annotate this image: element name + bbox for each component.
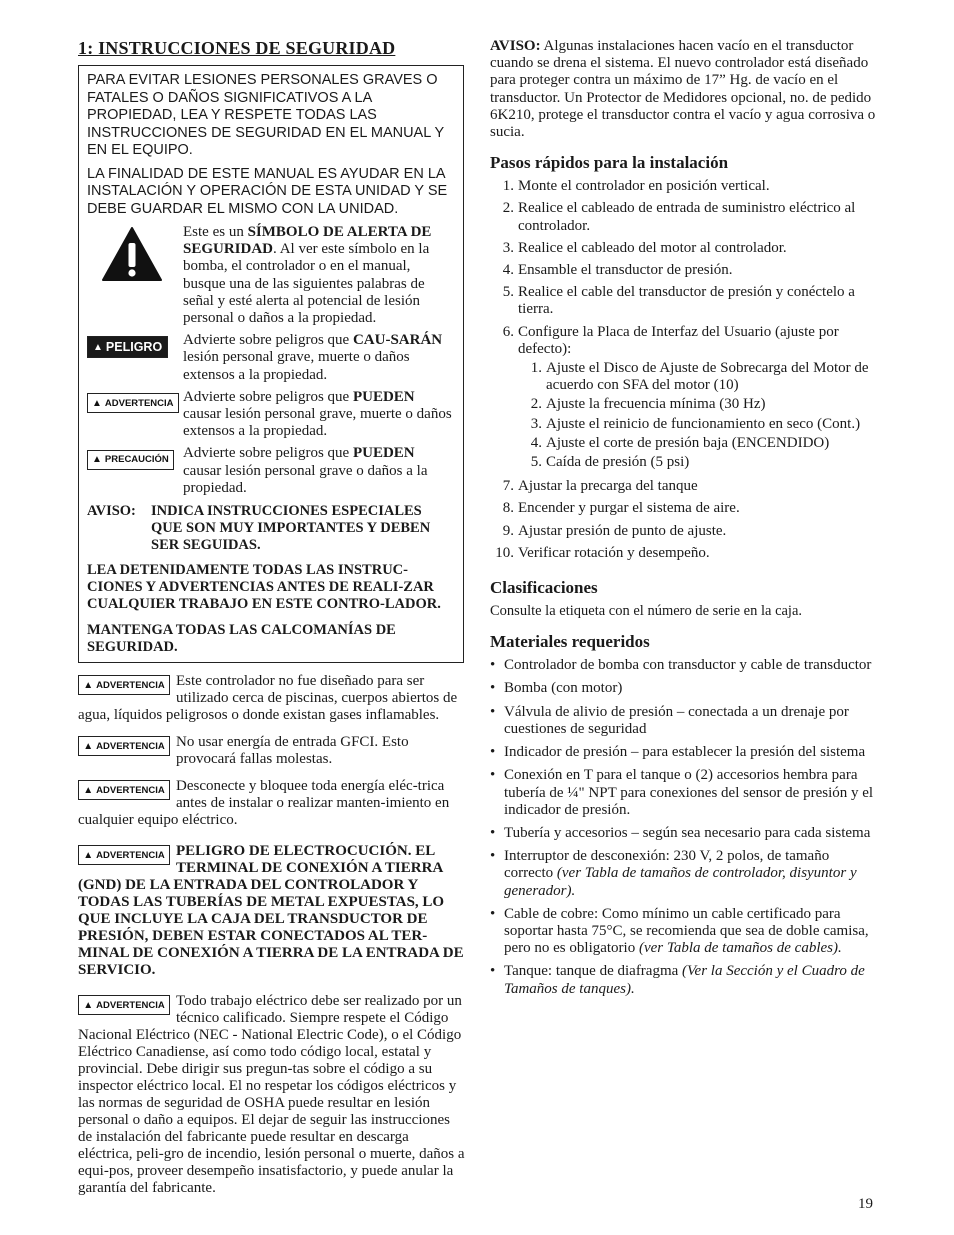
list-item: 1. Ajuste el Disco de Ajuste de Sobrecarga del Motor de acuerdo con SFA del motor (10) [530, 360, 869, 394]
list-item: 1. Monte el controlador en posición vertical. [502, 178, 770, 195]
warning-triangle-icon: ▲ [83, 679, 94, 691]
list-item: 4. Ensamble el transductor de presión. [502, 262, 733, 279]
list-item: • Interruptor de desconexión: 230 V, 2 polos, de tamaño correcto (ver Tabla de tamaños de controlador, disyuntor y generador). [490, 848, 857, 899]
mantenga-paragraph: MANTENGA TODAS LAS CALCOMANÍAS DE SEGURIDAD. [87, 621, 396, 655]
substeps-list [518, 360, 880, 471]
pasos-heading: Pasos rápidos para la instalación [490, 153, 729, 173]
list-item: 3. Ajuste el reinicio de funcionamiento en seco (Cont.) [530, 415, 861, 432]
safety-box [78, 65, 464, 663]
symbol-description: Este es un SÍMBOLO DE ALERTA DE SEGURIDAD. Al ver este símbolo en la bomba, el controlador o en el manual, busque una de las siguientes palabras de señal y esté alerta al potencial de lesión personal o daños a la propiedad. [183, 224, 432, 327]
list-item: 6. Configure la Placa de Interfaz del Usuario (ajuste por defecto): 1. Ajuste el Disco de Ajuste de Sobrecarga del Motor de acuerdo con SFA del motor (10) 2. Ajuste la frecuencia mínima (30 Hz) 3. Ajuste el reinicio de funcionamiento en seco (Cont.) 4. Ajuste el corte de presión baja (ENCENDIDO) 5. Caída de presión (5 psi) [490, 324, 880, 474]
advertencia-badge: ▲ ADVERTENCIA [78, 780, 170, 800]
advertencia-badge: ▲ ADVERTENCIA [78, 736, 170, 756]
list-item: 4. Ajuste el corte de presión baja (ENCENDIDO) [530, 434, 830, 451]
left-column [78, 38, 466, 1197]
aviso-label: AVISO: [87, 503, 136, 520]
safety-alert-triangle-icon [101, 226, 163, 282]
peligro-badge: ▲ PELIGRO [87, 336, 168, 358]
right-column [490, 38, 880, 1004]
warning-triangle-icon: ▲ [92, 454, 102, 466]
warning-text: PELIGRO DE ELECTROCUCIÓN. EL TERMINAL DE CONEXIÓN A TIERRA (GND) DE LA ENTRADA DEL CONTROLADOR Y TODAS LAS TUBERÍAS DE METAL EXPUESTAS, LO QUE INCLUYE LA CAJA DEL TRANSDUCTOR DE PRESIÓN, DEBEN ESTAR CONECTADOS AL TER-MINAL DE CONEXIÓN A TIERRA DE LA ENTRADA DE SERVICIO. [78, 843, 464, 979]
warning-electrocution [78, 843, 466, 979]
warning-electrical-work [78, 993, 466, 1197]
warning-triangle-icon: ▲ [83, 784, 94, 796]
advertencia-badge: ▲ ADVERTENCIA [78, 845, 170, 865]
warning-pools [78, 673, 466, 724]
aviso-vacuum-note: AVISO: Algunas instalaciones hacen vacío en el transductor cuando se drena el sistema. El nuevo controlador está diseñado para proteger contra un máximo de 17” Hg. de vacío en el transductor. Un Protector de Medidores opcional, no. de pedido 6K210, protege el transductor contra el vacío y agua corrosiva o sucia. [490, 38, 876, 141]
warning-triangle-icon: ▲ [92, 397, 102, 409]
symbol-row [87, 224, 455, 327]
materials-list [490, 657, 880, 997]
list-item: 5. Caída de presión (5 psi) [530, 454, 690, 471]
list-item: • Bomba (con motor) [490, 680, 623, 697]
list-item: 10. Verificar rotación y desempeño. [495, 544, 710, 561]
aviso-row [87, 503, 455, 554]
warning-triangle-icon: ▲ [93, 341, 103, 353]
lea-paragraph: LEA DETENIDAMENTE TODAS LAS INSTRUC-CIONES Y ADVERTENCIAS ANTES DE REALI-ZAR CUALQUIER TRABAJO EN ESTE CONTRO-LADOR. [87, 562, 441, 613]
advertencia-description: Advierte sobre peligros que PUEDEN causar lesión personal grave, muerte o daños extensos a la propiedad. [183, 388, 452, 440]
section-title: 1: INSTRUCCIONES DE SEGURIDAD [78, 38, 396, 58]
advertencia-badge: ▲ ADVERTENCIA [78, 675, 170, 695]
precaucion-description: Advierte sobre peligros que PUEDEN causar lesión personal grave o daños a la propiedad. [183, 445, 428, 496]
advertencia-row [87, 389, 455, 441]
list-item: • Indicador de presión – para establecer la presión del sistema [490, 744, 866, 761]
clasificaciones-heading: Clasificaciones [490, 578, 598, 598]
warning-disconnect [78, 778, 466, 829]
advertencia-badge: ▲ ADVERTENCIA [78, 995, 170, 1015]
list-item: 2. Ajuste la frecuencia mínima (30 Hz) [530, 396, 766, 413]
safety-para-1: PARA EVITAR LESIONES PERSONALES GRAVES O FATALES O DAÑOS SIGNIFICATIVOS A LA PROPIEDAD, LEA Y RESPETE TODAS LAS INSTRUCCIONES DE SEGURIDAD EN EL MANUAL Y EN EL EQUIPO. [87, 72, 444, 158]
list-item: • Válvula de alivio de presión – conectada a un drenaje por cuestiones de seguridad [490, 703, 849, 737]
list-item: 9. Ajustar presión de punto de ajuste. [502, 522, 727, 539]
list-item: • Controlador de bomba con transductor y cable de transductor [490, 657, 872, 674]
warning-gfci [78, 734, 466, 768]
list-item: 3. Realice el cableado del motor al controlador. [502, 239, 787, 256]
precaucion-row [87, 445, 455, 497]
warning-triangle-icon: ▲ [83, 849, 94, 861]
warning-text: No usar energía de entrada GFCI. Esto provocará fallas molestas. [176, 734, 409, 768]
list-item: • Tubería y accesorios – según sea necesario para cada sistema [490, 824, 871, 841]
list-item: • Cable de cobre: Como mínimo un cable certificado para soportar hasta 75°C, se recomienda que sea de doble camisa, pero no es obligatorio (ver Tabla de tamaños de cables). [490, 905, 869, 957]
warning-text: Este controlador no fue diseñado para ser utilizado cerca de piscinas, cuerpos abiertos de agua, líquidos peligrosos o donde existan gases inflamables. [78, 673, 458, 724]
peligro-row [87, 332, 455, 384]
install-steps-list [490, 178, 880, 562]
list-item: 7. Ajustar la precarga del tanque [502, 478, 698, 495]
list-item: • Tanque: tanque de diafragma (Ver la Sección y el Cuadro de Tamaños de tanques). [490, 963, 865, 997]
warning-triangle-icon: ▲ [83, 999, 94, 1011]
list-item: • Conexión en T para el tanque o (2) accesorios hembra para tubería de ¼" NPT para conexiones del sensor de presión y el indicador de presión. [490, 767, 874, 818]
safety-para-2: LA FINALIDAD DE ESTE MANUAL ES AYUDAR EN LA INSTALACIÓN Y OPERACIÓN DE ESTA UNIDAD Y SE DEBE GUARDAR EL MISMO CON LA UNIDAD. [87, 165, 448, 217]
list-item: 5. Realice el cable del transductor de presión y conéctelo a tierra. [502, 284, 855, 318]
page-number: 19 [858, 1196, 873, 1212]
list-item: 8. Encender y purgar el sistema de aire. [502, 500, 740, 517]
advertencia-badge: ▲ ADVERTENCIA [87, 393, 179, 413]
clasificaciones-text: Consulte la etiqueta con el número de serie en la caja. [490, 603, 803, 620]
peligro-description: Advierte sobre peligros que CAU-SARÁN lesión personal grave, muerte o daños extensos a la propiedad. [183, 332, 443, 383]
warning-text: Desconecte y bloquee toda energía eléc-trica antes de instalar o realizar manten-imiento en cualquier equipo eléctrico. [78, 778, 450, 829]
precaucion-badge: ▲ PRECAUCIÓN [87, 450, 174, 470]
warning-triangle-icon: ▲ [83, 740, 94, 752]
warning-text: Todo trabajo eléctrico debe ser realizado por un técnico calificado. Siempre respete el Código Nacional Eléctrico (NEC - National Electric Code), o el Código Eléctrico Canadiense, así como todo código local, estatal y provincial. Debe dirigir sus pregun-tas sobre el código a su inspector eléctrico local. El no respetar los códigos eléctricos y las normas de seguridad de OSHA puede resultar en lesión personal o daño a equipos. El dejar de seguir las instrucciones de instalación del fabricante puede resultar en descarga eléctrica, peli-gro de incendio, lesión personal o muerte, daños a equi-pos, proveer desempeño insatisfactorio, y puede anular la garantía del fabricante. [78, 993, 465, 1197]
aviso-text: INDICA INSTRUCCIONES ESPECIALES QUE SON MUY IMPORTANTES Y DEBEN SER SEGUIDAS. [151, 503, 431, 554]
materiales-heading: Materiales requeridos [490, 632, 650, 652]
list-item: 2. Realice el cableado de entrada de suministro eléctrico al controlador. [502, 200, 856, 234]
